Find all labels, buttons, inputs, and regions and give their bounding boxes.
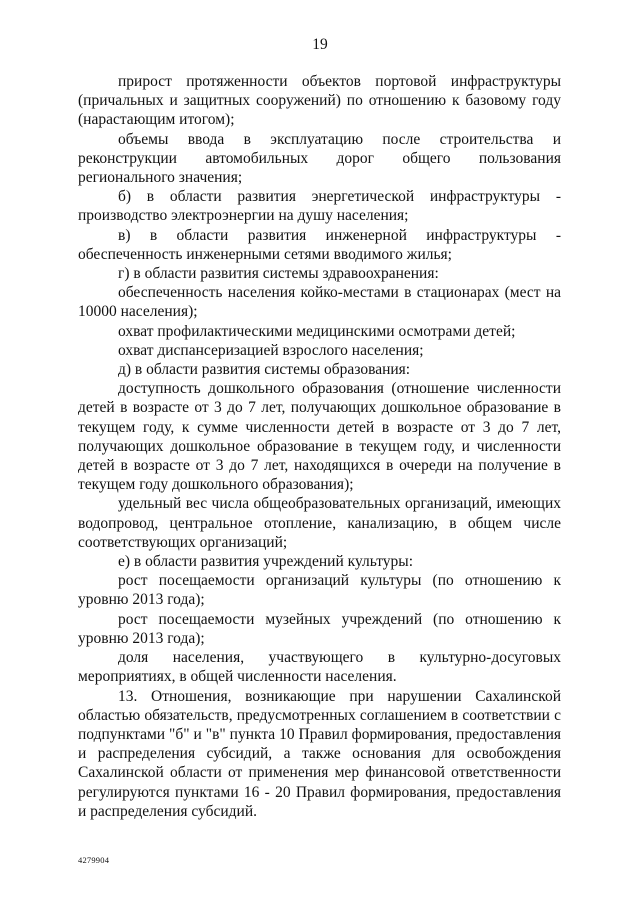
paragraph-clause-13: 13. Отношения, возникающие при нарушении Сахалинской областью обязательств, предусмотренных соглашением в соответствии с подпунктами "б" и "в" пункта 10 Правил формирования, предоставления и распределения субсидий, а также основания для освобождения Сахалинской области от применения мер финансовой ответственности регулируются пунктами 16 - 20 Правил формирования, предоставления и распределения субсидий. xyxy=(78,687,561,820)
paragraph-museum-attendance: рост посещаемости музейных учреждений (по отношению к уровню 2013 года); xyxy=(78,610,561,647)
paragraph-school-utilities: удельный вес числа общеобразовательных организаций, имеющих водопровод, центральное отопление, канализацию, в общем числе соответствующих организаций; xyxy=(78,495,561,551)
paragraph-culture-attendance: рост посещаемости организаций культуры (по отношению к уровню 2013 года); xyxy=(78,572,561,609)
document-body xyxy=(78,72,561,821)
paragraph-adult-screening: охват диспансеризацией взрослого населения; xyxy=(118,341,424,359)
paragraph-cultural-participation: доля населения, участвующего в культурно-досуговых мероприятиях, в общей численности населения. xyxy=(78,649,561,686)
paragraph-hospital-beds: обеспеченность населения койко-местами в стационарах (мест на 10000 населения); xyxy=(78,284,561,321)
paragraph-port-infrastructure: прирост протяженности объектов портовой инфраструктуры (причальных и защитных сооружений) по отношению к базовому году (нарастающим итогом); xyxy=(78,73,561,129)
document-code: 4279904 xyxy=(78,855,110,865)
paragraph-energy: б) в области развития энергетической инфраструктуры - производство электроэнергии на душу населения; xyxy=(78,188,561,225)
paragraph-engineering: в) в области развития инженерной инфраструктуры - обеспеченность инженерными сетями вводимого жилья; xyxy=(78,226,561,263)
paragraph-education-heading: д) в области развития системы образования: xyxy=(118,361,411,379)
paragraph-culture-heading: е) в области развития учреждений культуры: xyxy=(118,553,414,571)
paragraph-child-checkups: охват профилактическими медицинскими осмотрами детей; xyxy=(118,322,516,340)
page-number: 19 xyxy=(312,36,328,53)
paragraph-roads: объемы ввода в эксплуатацию после строительства и реконструкции автомобильных дорог общего пользования регионального значения; xyxy=(78,130,561,187)
paragraph-healthcare-heading: г) в области развития системы здравоохранения: xyxy=(118,265,439,283)
paragraph-preschool-access: доступность дошкольного образования (отношение численности детей в возрасте от 3 до 7 лет, получающих дошкольное образование в текущем году, к сумме численности детей в возрасте от 3 до 7 лет, получающих дошкольное образование в текущем году, и численности детей в возрасте от 3 до 7 лет, находящихся в очереди на получение в текущем году дошкольного образования); xyxy=(78,380,561,494)
